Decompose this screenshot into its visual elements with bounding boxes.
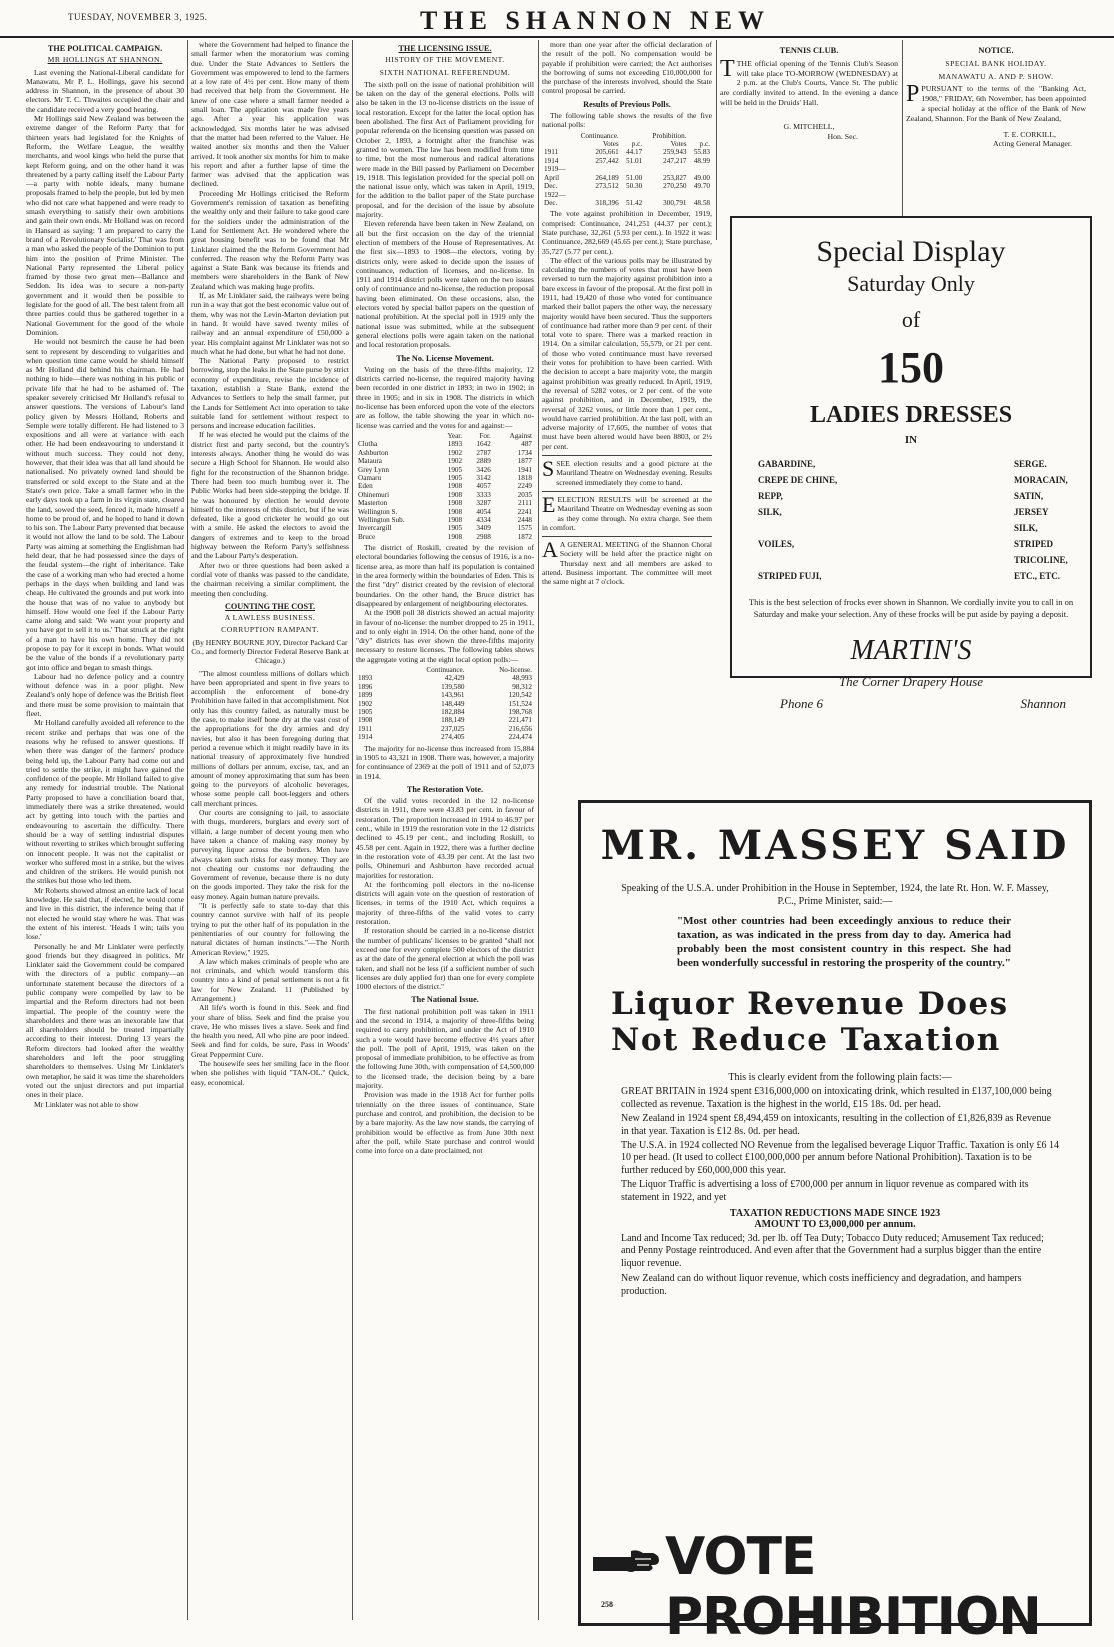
aggregate-row: 1902 148,449 151,524 bbox=[358, 699, 532, 708]
paragraph: At the 1908 poll 38 districts showed an actual majority in favour of no-license: the number dropped to 25 in 1911, and to only eight in 1914. On the other hand, none of the "dry" districts has ever shown the three-fifths majority necessary to restore licenses. The following tables shows the aggregate voting at the eight local option polls:— bbox=[356, 608, 534, 664]
column-rule bbox=[902, 40, 903, 220]
licensing-body-e bbox=[356, 796, 534, 991]
of-text: of bbox=[901, 307, 921, 332]
district-row: Wellington Sub. 1908 4334 2448 bbox=[358, 515, 532, 524]
paragraph: If he was elected he would put the claims of the district first and party second, but the country's interests always. Another thing he would do was secure a High School for Shannon. He would also fight for the reconstruction of the Shannon bridge. There had been too much humbug over it. The Public Works had been side-stepping the bridge. If he was honoured by election he would devote himself to the interests of this district, but if he was defeated, like a good cricketer he would go out with a smile. He asked the electors to avoid the dangers of extremes and to keep to the broad highway between the Reform Party's selfishness and the Labour Party's desperation. bbox=[191, 430, 349, 561]
counting-cost-body bbox=[191, 669, 349, 1087]
paragraph: Of the valid votes recorded in the 12 no-license districts in 1911, there were 43.83 per cent. in favour of restoration. The proportion increased in 1914 to 46.97 per cent., while in 1919 the restoration vote in the 12 districts declined to 45.19 per cent., and including Roskill, to 45.58 per cent. Again in 1922, there was a further decline in the restoration vote of 43.39 per cent. At the last two polls, Ohinemuri and Ashburton have recorded actual majorities for restoration. bbox=[356, 796, 534, 880]
column-rule bbox=[538, 40, 539, 1620]
fabric-item: CREPE DE CHINE, bbox=[758, 475, 838, 485]
liquor-revenue-headline bbox=[581, 970, 1089, 1058]
paragraph: Labour had no defence policy and a country without defence was in a poor plight. New Zealand's only hope of defence was the British fleet and there must be some provision to maintain that fleet. bbox=[26, 671, 184, 719]
result-row: Dec. 318,396 51.42 300,791 48.58 bbox=[544, 198, 710, 207]
paragraph: Voting on the basis of the three-fifths majority, 12 districts carried no-license, the required majority having been recorded in one district in 1893; in two in 1902; in three in 1905; and in six in 1908. The districts in which no-license has been enforced upon the vote of the electors are as follow, the table showing the year in which no-license was carried and the votes for and against:— bbox=[356, 364, 534, 430]
ladies-dresses: LADIES DRESSES bbox=[809, 402, 1013, 428]
paragraph: Last evening the National-Liberal candidate for Manawatu, Mr P. L. Hollings, gave his second address in Shannon, in the presence of about 30 electors. Mr T. C. Thwaites occupied the chair and the candidate received a very good hearing. bbox=[26, 67, 184, 114]
aggregate-row: 1914 274,405 224,474 bbox=[358, 733, 532, 742]
fabric-item: STRIPED TRICOLINE, bbox=[1014, 539, 1068, 565]
store-name: MARTIN'S bbox=[850, 635, 972, 666]
fabric-item: SERGE. bbox=[1014, 459, 1047, 469]
vote-banner bbox=[581, 1521, 1089, 1647]
campaign-continued-body bbox=[191, 40, 349, 598]
store-phone: Phone 6 bbox=[780, 696, 823, 711]
aggregate-header: Continuance. No-license. bbox=[426, 666, 532, 675]
massey-title: MR. MASSEY SAID bbox=[600, 822, 1070, 869]
reductions-line2: AMOUNT TO £3,000,000 per annum. bbox=[754, 1219, 916, 1231]
counting-cost-byline: (By HENRY BOURNE JOY, Director Packard Car Co., and formerly Director Federal Reserve Bank at Chicago.) bbox=[191, 637, 349, 666]
masthead bbox=[0, 0, 1114, 38]
aggregate-row: 1896 139,580 98,312 bbox=[358, 682, 532, 691]
issue-date: TUESDAY, NOVEMBER 3, 1925. bbox=[68, 12, 208, 22]
counting-cost-sub1: A LAWLESS BUSINESS. bbox=[224, 613, 316, 623]
tennis-club-notice bbox=[720, 42, 898, 212]
bank-holiday-notice bbox=[906, 42, 1086, 212]
paragraph: Mr Hollings said New Zealand was between the extreme danger of the Reform Party that for thirteen years had legislated for the Knights of Reform, the Welfare League, the wealthy merchants, and wool kings who held the purse that kept Reform going, and on the other hand it was threatened by a party calling itself the Labour Party—a party with noble ideals, many humane proposals framed to help the people, but led by men who did not care what happened and were ready to smash everything to satisfy their own ambitions and gain their own ends. Mr Holland was on record in Hansard as saying: 'I am prepared to carry the brand of a Revolutionary Socialist.' That was from a man who asked the people of the Dominion to put him into the position of Prime Minister. The National Party represented the Liberal policy framed by those two great men—Ballance and Seddon. Its idea was to secure a non-party government and it would then be possible to legislate for the good of all. The best talent from all three parties could thus be gathered together in a National Government for the good of the whole Dominion. bbox=[26, 114, 184, 337]
political-campaign-subheading: MR HOLLINGS AT SHANNON. bbox=[47, 55, 163, 65]
national-issue-heading: The National Issue. bbox=[411, 995, 479, 1005]
massey-intro: Speaking of the U.S.A. under Prohibition in the House in September, 1924, the late Rt. Hon. W. F. Massey, P.C., Prime Minister, said:— bbox=[621, 883, 1049, 907]
fact-item: This is clearly evident from the following plain facts:— bbox=[728, 1072, 952, 1083]
store-tagline: The Corner Drapery House bbox=[838, 674, 984, 689]
paragraph: Mr Holland carefully avoided all reference to the recent strike and perhaps that was one of the reasons why he refused to answer questions. If when there was danger of the farmers' produce being held up, the Labour Party had come out and tried to settle the strike, it might have gained the confidence of the people. Mr Holland failed to give any remedy for industrial trouble. The National Party proposed to have a conciliation board that, immediately there was a strike threatened, would act by getting into touch with the parties and endeavouring to ascertain the difficulty. There should be a way of settling industrial disputes without reverting to strikes which brought suffering on innocent people. It was not the capitalist or worker who suffered most in a strike, but the wives and children of the strikers. He would punish not the strikes but those who led them. bbox=[26, 718, 184, 886]
liquor-line2: Not Reduce Taxation bbox=[611, 1022, 1001, 1058]
paragraph: Provision was made in the 1918 Act for further polls triennially on the three issues of continuance, State purchase and control, and prohibition, the decision to be by a bare majority. As the law now stands, the carrying of prohibition would be effective as from June 30th next after the poll, while State purchase and control would come into force on a date proclaimed, not bbox=[356, 1090, 534, 1156]
restoration-heading: The Restoration Vote. bbox=[406, 784, 484, 794]
paragraph: Mr Roberts showed almost an entire lack of local knowledge. He said that, if elected, he would come and live in this district, the inference being that if not elected he would stay where he was. That was the extent of his interest. 'Heads I win; tails you lose.' bbox=[26, 885, 184, 942]
district-row: Bruce 1908 2988 1872 bbox=[358, 532, 532, 541]
paragraph: "The almost countless millions of dollars which have been appropriated and spent in five years to accomplish the enforcement of bone-dry Prohibition have failed in that accomplishment. Not only has this country failed, as naturally must be the case, to make itself bone dry at the vast cost of the appropriations for the dry armies and dry navies, but also it has been foregoing during that period a revenue which it might readily have in its national treasury of approximately five hundred millions of dollars per annum, excise, tax, and an amount of money approximating that sum has been going to the purveyors of alcoholic beverages, whose some people call boot-leggers and others call merchant princes. bbox=[191, 668, 349, 808]
dress-count: 150 bbox=[878, 343, 944, 392]
ad-code: 258 bbox=[601, 1600, 613, 1609]
results-table bbox=[542, 132, 712, 208]
district-row: Oamaru 1905 3142 1818 bbox=[358, 473, 532, 482]
fabric-item: GABARDINE, bbox=[758, 459, 816, 469]
paragraph: A law which makes criminals of people who are not criminals, and which would transform this country into a kind of penal settlement is not a fit law for New Zealand. 11 (Published by Arrangement.) bbox=[191, 956, 349, 1003]
paragraph: All life's worth is found in this. Seek and find your share of bliss. Seek and find the praise you crave, He who misses lives a slave. Seek and find the health you need, All who pine are poor indeed. Seek and find for colds, be sure, Pass in Woods' Great Peppermint Cure. bbox=[191, 1003, 349, 1059]
paragraph: If restoration should be carried in a no-license district the number of publicans' licenses to be granted "shall not exceed one for every complete 500 electors of the district as at the date of the general election at which the poll was taken, and shall not be less (if a sufficient number of such licenses are duly applied for) than one for every complete 1000 electors of the district." bbox=[356, 926, 534, 992]
paragraph: After two or three questions had been asked a cordial vote of thanks was passed to the candidate, the chairman receiving a similar compliment, the meeting then concluding. bbox=[191, 560, 349, 598]
aggregate-row: 1911 237,025 216,656 bbox=[358, 724, 532, 733]
licensing-continued-body-b bbox=[542, 209, 712, 451]
mauriland-notice: EELECTION RESULTS will be screened at the Mauriland Theatre on Wednesday evening as soon as they come through. No extra charge. See them in comfort. bbox=[542, 491, 712, 532]
fabric-list bbox=[732, 456, 1090, 584]
paragraph: The housewife sees her smiling face in the floor when she polishes with liquid "TAN-OL." Quick, easy, economical. bbox=[191, 1059, 349, 1087]
no-license-heading: The No. License Movement. bbox=[396, 353, 494, 363]
district-row: Eden 1908 4057 2249 bbox=[358, 482, 532, 491]
choral-society-notice: A A GENERAL MEETING of the Shannon Choral Society will be held after the practice night on Thursday next and all members are asked to attend. Business important. The committee will meet the same night at 7 o'clock. bbox=[542, 537, 712, 587]
paragraph: At the forthcoming poll electors in the no-license districts will again vote on the question of restoration of licenses, in terms of the 1910 Act, which requires a majority of three-fifths of the valid votes to carry restoration. bbox=[356, 879, 534, 927]
result-row: 1911 205,661 44.17 259,943 55.83 bbox=[544, 148, 710, 157]
column-campaign-continued bbox=[191, 40, 349, 1620]
results-intro: The following table shows the results of the five national polls: bbox=[542, 111, 712, 130]
paragraph: Personally he and Mr Linklater were perfectly good friends but they disagreed in politics. Mr Linklater said the Government could be compared with the directors of a public company—an unfortunate statement because the directors of a public company were compelled by law to be impartial and the Reform directors had not been impartial. The people of the country were the shareholders and there was an inexorable law that all shareholders should be treated impartially according to their interest. During 13 years the Reform directors had looked after the wealthy shareholders and left the poor struggling shareholders to themselves. Using Mr Linklater's own metaphor, he said it was time the shareholders voted out the unjust directors and put impartial ones in their place. bbox=[26, 941, 184, 1100]
column-political-campaign bbox=[26, 40, 184, 1620]
paragraph: The vote against prohibition in December, 1919, comprised: Continuance, 241,251 (44.37 per cent.); State purchase, 32,261 (5.93 per cent.). In 1922 it was: Continuance, 282,669 (45.65 per cent.); State purchase, 35,727 (5.77 per cent.). bbox=[542, 209, 712, 256]
district-row: Clutha 1893 1642 487 bbox=[358, 440, 532, 449]
ad-fineprint: This is the best selection of frocks ever shown in Shannon. We cordially invite you to call in on Saturday and make your selection. Any of these frocks will be put aside by paying a deposit. bbox=[748, 597, 1074, 619]
store-contact bbox=[732, 690, 1090, 712]
fabric-item: SILK, bbox=[758, 507, 782, 517]
closing-text: New Zealand can do without liquor revenue, which costs inefficiency and degradation, and hampers production. bbox=[621, 1273, 1022, 1297]
district-row: Ohinemuri 1908 3333 2035 bbox=[358, 490, 532, 499]
paragraph: Mr Linklater was not able to show bbox=[34, 1099, 139, 1109]
counting-cost-sub2: CORRUPTION RAMPANT. bbox=[221, 625, 319, 635]
results-heading: Results of Previous Polls. bbox=[583, 99, 671, 109]
tennis-body: TTHE official opening of the Tennis Club's Season will take place TO-MORROW (WEDNESDAY) at 2 p.m. at the Club's Courts, Vance St. The public are cordially invited to attend. In the evening a dance will be held in the Druids' Hall. bbox=[720, 55, 898, 107]
paragraph: "It is perfectly safe to state to-day that this country cannot survive with half of its people trying to put the other half of its population in the penitentiaries of our country for following the natural dictates of human instincts."—The North American Review," 1925. bbox=[191, 901, 349, 957]
result-row: April 264,189 51.00 253,827 49.00 bbox=[544, 173, 710, 182]
district-row: Invercargill 1905 3409 1575 bbox=[358, 524, 532, 533]
liquor-line1: Liquor Revenue Does bbox=[611, 986, 1009, 1022]
notice-heading: NOTICE. bbox=[978, 46, 1014, 55]
result-row: Votes p.c. Votes p.c. bbox=[602, 140, 710, 149]
result-row: Continuance. Prohibition. bbox=[580, 131, 687, 140]
fabric-item: JERSEY SILK, bbox=[1014, 507, 1049, 533]
paragraph: Eleven referenda have been taken in New Zealand, on all but the first occasion on the day of the triennial election of members of the House of Representatives. At the first six—1893 to 1908—the electors, voting by districts only, were asked to decide upon the issues of continuance, reduction of licenses, and no-license. In 1911 and 1914 district polls were taken on the two issues only of continuance and no-license, the reduction proposal having been eliminated. On these occasions, also, the electors voted by special ballot papers on the question of national prohibition. At the special poll in 1919 only the national issue was submitted, while at the subsequent general elections polls were again taken on the national and local restoration proposals. bbox=[356, 219, 534, 350]
result-row: 1919— bbox=[544, 165, 566, 174]
notice-signature-name: T. E. CORKILL, bbox=[1003, 129, 1056, 139]
licensing-heading: THE LICENSING ISSUE. bbox=[398, 44, 492, 53]
licensing-body-d bbox=[356, 744, 534, 781]
reductions-line1: TAXATION REDUCTIONS MADE SINCE 1923 bbox=[729, 1208, 941, 1220]
special-display-title: Special Display bbox=[816, 235, 1006, 268]
licensing-body-c bbox=[356, 543, 534, 664]
fact-item: The Liquor Traffic is advertising a loss of £700,000 per annum in liquor revenue as compared with its statement in 1922, and yet bbox=[621, 1179, 1029, 1203]
licensing-continued-body-a bbox=[542, 40, 712, 96]
aggregate-row: 1899 143,961 120,542 bbox=[358, 691, 532, 700]
vote-prohibition: VOTE PROHIBITION bbox=[665, 1527, 1041, 1647]
column-rule bbox=[352, 40, 353, 1620]
paragraph: The first national prohibition poll was taken in 1911 and the second in 1914, a majority of three-fifths being required to carry prohibition, and under the Act of 1910 such a vote would have become effective 4½ years after the poll. The poll of April, 1919, was taken on the proposal of immediate prohibition, to be effective as from the following June 30th, with compensation of £4,500,000 to the licensed trade, the decision being by a bare majority. bbox=[356, 1006, 534, 1091]
pointing-hand-icon bbox=[591, 1543, 661, 1579]
political-campaign-body bbox=[26, 68, 184, 1109]
tennis-signature-name: G. MITCHELL, bbox=[783, 121, 835, 131]
massey-quote: "Most other countries had been exceedingly anxious to reduce their taxation, as was indicated in the press from day to day. America had probably been the most consistent country in this respect. She had been wonderfully successful in restoring the prosperity of the country." bbox=[677, 915, 1011, 969]
aggregate-table bbox=[356, 666, 534, 742]
fabric-item: SATIN, bbox=[1014, 491, 1044, 501]
tennis-heading: TENNIS CLUB. bbox=[779, 46, 839, 55]
result-row: 1914 257,442 51.01 247,217 48.99 bbox=[544, 156, 710, 165]
districts-table bbox=[356, 432, 534, 541]
martins-special-display-ad bbox=[730, 216, 1092, 711]
paragraph: The district of Roskill, created by the revision of electoral boundaries following the census of 1916, is a no-license area, as more than half its population is contained in the area formerly within the boundaries of Eden. This is the first "dry" district created by the revision of electoral boundaries. On the other hand, the Bruce district has disappeared by enlargement of neighbouring electorates. bbox=[356, 543, 534, 608]
aggregate-row: 1908 188,149 221,471 bbox=[358, 716, 532, 725]
paragraph: The majority for no-license thus increased from 15,884 in 1905 to 43,321 in 1908. There was, however, a majority for continuance of 2369 at the poll of 1911 and of 52,073 in 1914. bbox=[356, 743, 534, 781]
political-campaign-heading: THE POLITICAL CAMPAIGN. bbox=[47, 44, 163, 53]
facts-list bbox=[581, 1058, 1089, 1204]
fabric-item: VOILES, bbox=[758, 539, 795, 549]
paragraph: Our courts are consigning to jail, to associate with thugs, murderers, burglars and every sort of villain, a large number of decent young men who have taken a chance of making easy money by purveying liquor across the borders. Men have always taken such risks for easy money. They are not cheating our customs nor defrauding the Government of revenue, because there is no duty on the goods imported. They take the risk for the easy money. Again human nature prevails. bbox=[191, 808, 349, 901]
newspaper-title: THE SHANNON NEW bbox=[420, 6, 771, 35]
store-town: Shannon bbox=[1020, 696, 1066, 711]
fact-item: The U.S.A. in 1924 collected NO Revenue from the legalised beverage Liquor Traffic. Taxation is only £6 14 10 per head. (It used to collect £100,000,000 per annum before National Prohibition). Taxation is to be further reduced by £60,000,000 this year. bbox=[621, 1140, 1059, 1176]
fabric-item: STRIPED FUJI, bbox=[758, 571, 822, 581]
column-licensing-issue bbox=[356, 40, 534, 1620]
reductions-body: Land and Income Tax reduced; 3d. per lb. off Tea Duty; Tobacco Duty reduced; Amusement Tax reduced; and Penny Postage reintroduced. And even after that the Government had a surplus bigger than the entire liquor revenue. bbox=[621, 1233, 1044, 1269]
notice-sub: SPECIAL BANK HOLIDAY. bbox=[945, 58, 1047, 68]
aggregate-row: 1893 42,429 48,993 bbox=[358, 674, 532, 683]
paragraph: The effect of the various polls may be illustrated by calculating the numbers of votes that must have been reversed to turn the majority against prohibition into a bare excess in favour of the proposal. At the first poll in 1911, had 19,420 of those who voted for continuance marked their ballot papers the other way, the necessary majority would have been secured. Thus the supporters of continuance had rather more than 9 per cent. of their total vote to spare. There was a marked reaction in 1914. On a similar calculation, 55,579, or 21 per cent. of those who voted continuance must have reversed their votes for prohibition to have been carried. With the decision to accept a bare majority vote, the margin against prohibition was greatly reduced. In April, 1919, the reversal of 5282 votes, or 2 per cent. of the vote against prohibition, and in December, 1919, the reversal of 3262 votes, or little more than 1 per cent., would have carried prohibition. At the last poll, with an adverse majority of 17,605, the number of votes that must have been altered would have been 8803, or 2½ per cent. bbox=[542, 255, 712, 451]
fact-item: New Zealand in 1924 spent £8,494,459 on intoxicants, resulting in the collection of £1,826,839 as Revenue in that year. Taxation is £12 8s. 0d. per head. bbox=[621, 1113, 1051, 1137]
licensing-sub1: HISTORY OF THE MOVEMENT. bbox=[385, 55, 505, 65]
district-header: Year. For. Against bbox=[447, 431, 532, 440]
fabric-item: MORACAIN, bbox=[1014, 475, 1068, 485]
paragraph: Proceeding Mr Hollings criticised the Reform Government's remission of taxation as benefiting the wealthy only and their failure to take good care for the soldiers under the administration of the Land for Settlement Act. He wondered where the great housing benefit was to be found that Mr Linklater claimed the the Reform Government had conferred. The reason why the Reform Party was against a State Bank was because its friends and members were shareholders in the Bank of New Zealand which was making huge profits. bbox=[191, 188, 349, 291]
licensing-body-a bbox=[356, 80, 534, 350]
paragraph: where the Government had helped to finance the small farmer when the moratorium was coming due. Under the State Advances to Settlers the Government was empowered to lend to the farmers at a low rate of 4½ per cent. How many of them had received that help from the Government. He knew of one case where a small farmer needed a small loan. The application was made five years ago. After a year his application was acknowledged. Six months later he was advised that the matter had been referred to the Valuer. He waited another six months and then the Valuer arrived. It took another six months for him to make his report and after a further lapse of time the farmer was advised that the application was declined. bbox=[191, 40, 349, 189]
counting-cost-heading: COUNTING THE COST. bbox=[224, 601, 315, 611]
paragraph: The sixth poll on the issue of national prohibition will be taken on the day of the general elections. Polls will also be taken in the 13 no-license districts on the issue of local restoration. Except for the latter the local option has been abolished. The first Act of Parliament providing for popular referenda on the licensing question was passed on October 2, 1893, a fortnight after the franchise was granted to women. The law has been modified from time to time, but the most numerous and radical alterations were made in the Bill passed by Parliament on December 19, 1918. This legislation provided for the special poll on the national issue only, which was taken in April, 1919, for the addition to the ballot paper of the State purchase proposal, and for the decision of the issue by absolute majority. bbox=[356, 79, 534, 220]
district-row: Masterton 1908 3287 2111 bbox=[358, 499, 532, 508]
fabric-item: ETC., ETC. bbox=[1014, 571, 1061, 581]
paragraph: more than one year after the official declaration of the result of the poll. No compensation would be payable if prohibition were carried; the Act authorises the borrowing of sums not exceeding £10,000,000 for the purchase of the interests involved, should the State control proposal be carried. bbox=[542, 40, 712, 96]
election-results-notice: SSEE election results and a good picture at the Mauriland Theatre on Wednesday evening. Results screened immediately they come to hand. bbox=[542, 456, 712, 487]
result-row: Dec. 273,512 50.30 270,250 49.70 bbox=[544, 182, 710, 191]
district-row: Grey Lynn 1905 3426 1941 bbox=[358, 465, 532, 474]
paragraph: The National Party proposed to restrict borrowing, stop the leaks in the State purse by strict economy of expenditure, revise the incidence of taxation, establish a State Bank, extend the Advances to Settlers to help the small farmer, put the Lands for Settlement Act into operation to take suitable land for settlement without respect to persons and increase education facilities. bbox=[191, 356, 349, 431]
vote-prohibition-ad bbox=[578, 800, 1092, 1647]
notice-body: PPURSUANT to the terms of the "Banking Act, 1908," FRIDAY, 6th November, has been appointed a special holiday at the office of the Bank of New Zealand, Shannon. For the Bank of New Zealand, bbox=[906, 81, 1086, 123]
district-row: Mataura 1902 2889 1877 bbox=[358, 457, 532, 466]
paragraph: If, as Mr Linklater said, the railways were being run in a way that got the best economic value out of them, why was not the Levin-Marton deviation put in hand. It would have saved twenty miles of railway and an annual expenditure of £50,000 a year. His complaint against Mr Linklater was not so much what he had done, but what he had not done. bbox=[191, 291, 349, 356]
licensing-body-f bbox=[356, 1007, 534, 1156]
district-row: Ashburton 1902 2787 1734 bbox=[358, 448, 532, 457]
notice-sub2: MANAWATU A. AND P. SHOW. bbox=[938, 71, 1054, 81]
licensing-sub2: SIXTH NATIONAL REFERENDUM. bbox=[379, 67, 511, 77]
paragraph: He would not besmirch the cause he had been sent to represent by descending to vulgarities and when question time came would he shield himself as Mr Holland did behind his chairman. He had nothing to hide—there was nothing in his public or private life that he had to be ashamed of. The speaker severely criticised Mr Holland's refusal to answer questions. The versions of Labour's land policy given by Messrs Holland, Roberts and Semple were totally different. He had listened to 3 expositions and all were at variance with each other. He had been endeavouring to understand it without much success. They could not deny, however, that their idea was that all land should be nationalised. No privately owned land should be transferred or sold except to the State and at the State's own price. Take a small farmer who in the early days took up a farm in its virgin state, cleared the land, sowed the seed, fenced it, made himself a home to be proud of, and he hoped to hand it down to his son. The Labour Party prevented that because it would not allow the land to be sold. The Labour Party was aiming at something the Englishman had held dear, that he had possessed since the days of the feudal system—the right of inheritance. Take the case of a working man who had erected a home perhaps in the days when building and land was cheap. He cultivated the grounds and put work into the house that was of no value to anybody but himself. How would one feel if the Labour Party came along and said: 'We want your property and you have got to sell it to us.' That struck at the right of a man to have his own home. They did not propose to pay for it except in bonds. What would be the value of the bonds if a revolutionary party got into office and began to smash things. bbox=[26, 337, 184, 672]
licensing-body-b bbox=[356, 365, 534, 430]
result-row: 1922— bbox=[544, 190, 566, 199]
fabric-item: REPP, bbox=[758, 491, 783, 501]
fact-item: GREAT BRITAIN in 1924 spent £316,000,000 on intoxicating drink, which resulted in £137,100,000 being collected as revenue. Taxation is the highest in the world, £15 18s. 0d. per head. bbox=[621, 1086, 1052, 1110]
district-row: Wellington S. 1908 4054 2241 bbox=[358, 507, 532, 516]
column-rule bbox=[187, 40, 188, 1620]
column-rule bbox=[716, 40, 717, 240]
aggregate-row: 1905 182,884 198,768 bbox=[358, 708, 532, 717]
notice-signature-title: Acting General Manager. bbox=[992, 139, 1072, 149]
tennis-signature-title: Hon. Sec. bbox=[827, 131, 858, 141]
saturday-only: Saturday Only bbox=[847, 271, 975, 296]
in-text: IN bbox=[904, 434, 918, 446]
